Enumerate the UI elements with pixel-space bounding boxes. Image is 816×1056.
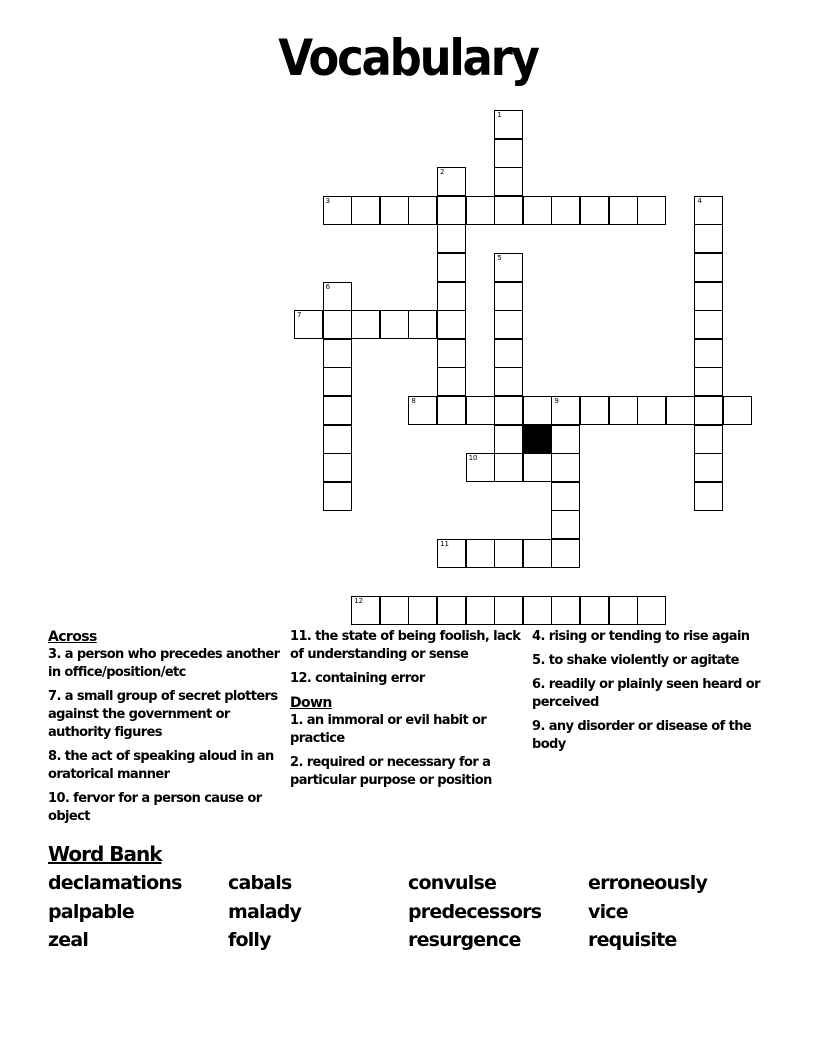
crossword-cell[interactable] [437,396,466,425]
crossword-cell[interactable] [609,196,638,225]
crossword-cell[interactable] [437,539,466,568]
clue-text: the state of being foolish, lack of understanding or sense [290,629,521,662]
crossword-cell[interactable] [466,596,495,625]
crossword-cell[interactable] [351,596,380,625]
crossword-cell[interactable] [694,367,723,396]
crossword-cell[interactable] [380,596,409,625]
crossword-cell[interactable] [551,482,580,511]
word-bank-word: resurgence [408,929,521,951]
crossword-cell[interactable] [437,167,466,196]
crossword-cell[interactable] [494,396,523,425]
crossword-cell[interactable] [609,596,638,625]
clue-down-6 [532,676,768,712]
crossword-cell[interactable] [380,310,409,339]
clue-number: 1. [290,713,303,728]
clue-text: required or necessary for a particular purpose or position [290,755,492,788]
crossword-cell[interactable] [494,453,523,482]
clue-across-7 [48,688,284,742]
cell-number: 11 [440,540,449,548]
word-bank-word: erroneously [588,872,708,894]
clue-number: 4. [532,629,545,644]
clue-number: 10. [48,791,70,806]
crossword-cell[interactable] [694,282,723,311]
clue-down-1 [290,712,526,748]
cell-number: 1 [497,111,502,119]
clue-text: any disorder or disease of the body [532,719,752,752]
crossword-cell[interactable] [694,453,723,482]
crossword-cell[interactable] [494,253,523,282]
page-title: Vocabulary [278,29,538,87]
crossword-cell[interactable] [494,196,523,225]
clue-number: 12. [290,671,312,686]
crossword-cell[interactable] [494,110,523,139]
crossword-cell[interactable] [437,596,466,625]
word-bank-word: predecessors [408,900,542,923]
clue-text: to shake violently or agitate [548,653,739,668]
crossword-cell[interactable] [351,310,380,339]
down-heading: Down [290,695,332,711]
crossword-cell[interactable] [408,596,437,625]
crossword-cell[interactable] [694,396,723,425]
crossword-cell[interactable] [637,196,666,225]
clue-down-5 [532,652,768,670]
crossword-cell[interactable] [580,596,609,625]
crossword-cell[interactable] [523,396,552,425]
crossword-cell[interactable] [580,396,609,425]
crossword-cell[interactable] [437,339,466,368]
clue-number: 9. [532,719,545,734]
clue-down-2 [290,754,526,790]
crossword-cell[interactable] [723,396,752,425]
crossword-cell[interactable] [408,396,437,425]
crossword-cell[interactable] [323,425,352,454]
cell-number: 10 [468,454,478,463]
crossword-cell[interactable] [380,196,409,225]
crossword-cell[interactable] [323,453,352,482]
crossword-cell[interactable] [494,310,523,339]
word-bank [48,872,768,958]
crossword-cell[interactable] [323,396,352,425]
clue-across-11 [290,628,526,664]
crossword-cell[interactable] [694,224,723,253]
crossword-cell[interactable] [580,196,609,225]
crossword-cell[interactable] [551,510,580,539]
crossword-cell[interactable] [408,310,437,339]
crossword-cell[interactable] [523,453,552,482]
clue-text: a person who precedes another in office/position/etc [48,647,280,680]
crossword-cell[interactable] [437,310,466,339]
clue-text: the act of speaking aloud in an oratorical manner [48,749,274,782]
clue-text: an immoral or evil habit or practice [290,713,487,746]
crossword-cell[interactable] [323,367,352,396]
crossword-cell[interactable] [694,253,723,282]
word-bank-word: convulse [408,872,497,894]
crossword-cell[interactable] [408,196,437,225]
crossword-cell[interactable] [551,425,580,454]
crossword-cell[interactable] [694,310,723,339]
clue-across-8 [48,748,284,784]
cell-number: 4 [697,196,702,205]
crossword-cell[interactable] [694,425,723,454]
clue-text: fervor for a person cause or object [48,791,262,824]
word-bank-word: palpable [48,900,134,923]
crossword-cell[interactable] [351,196,380,225]
crossword-cell[interactable] [494,367,523,396]
clue-number: 7. [48,689,61,704]
crossword-cell[interactable] [294,310,323,339]
crossword-cell[interactable] [551,396,580,425]
word-bank-word: malady [228,900,302,923]
clue-across-10 [48,790,284,826]
across-heading: Across [48,629,97,645]
crossword-cell[interactable] [523,596,552,625]
crossword-cell[interactable] [551,539,580,568]
crossword-cell[interactable] [523,196,552,225]
cell-number: 5 [497,254,502,262]
clue-text: rising or tending to rise again [548,629,750,644]
word-bank-word: folly [228,929,271,951]
clue-text: a small group of secret plotters against the government or authority figures [48,689,278,740]
crossword-cell[interactable] [694,482,723,511]
crossword-cell[interactable] [323,482,352,511]
crossword-cell[interactable] [323,339,352,368]
word-bank-word: vice [588,900,628,923]
word-bank-word: zeal [48,929,89,951]
crossword-cell[interactable] [494,539,523,568]
word-bank-word: requisite [588,929,677,951]
crossword-cell[interactable] [466,453,495,482]
clues-column-1 [48,628,284,832]
crossword-cell[interactable] [466,396,495,425]
clue-number: 11. [290,629,312,644]
crossword-cell[interactable] [523,539,552,568]
clue-number: 6. [532,677,545,692]
word-bank-word: cabals [228,872,292,894]
cell-number: 12 [354,597,364,606]
crossword-cell[interactable] [494,282,523,311]
crossword-cell[interactable] [551,596,580,625]
word-bank-word: declamations [48,872,182,894]
cell-number: 9 [554,397,559,405]
crossword-cell[interactable] [323,310,352,339]
cell-number: 2 [440,168,445,177]
crossword-cell[interactable] [494,139,523,168]
clues-column-3 [532,628,768,760]
crossword-cell[interactable] [666,396,695,425]
crossword-cell[interactable] [694,196,723,225]
clue-down-4 [532,628,768,646]
cell-number: 7 [297,311,302,320]
crossword-cell[interactable] [551,453,580,482]
crossword-cell[interactable] [637,596,666,625]
crossword-cell[interactable] [466,539,495,568]
crossword-cell[interactable] [437,367,466,396]
clues-column-2 [290,628,526,796]
clue-number: 2. [290,755,303,770]
crossword-cell[interactable] [437,253,466,282]
crossword-black-cell [523,425,552,454]
crossword-cell[interactable] [494,167,523,196]
crossword-cell[interactable] [494,596,523,625]
crossword-cell[interactable] [323,282,352,311]
clue-text: readily or plainly seen heard or perceived [532,677,760,710]
crossword-cell[interactable] [494,425,523,454]
cell-number: 8 [411,397,416,405]
crossword-cell[interactable] [466,196,495,225]
word-bank-heading: Word Bank [48,842,162,866]
clue-down-9 [532,718,768,754]
cell-number: 3 [325,196,331,205]
crossword-cell[interactable] [437,282,466,311]
clue-across-3 [48,646,284,682]
crossword-cell[interactable] [551,196,580,225]
crossword-cell[interactable] [494,339,523,368]
cell-number: 6 [325,282,331,291]
crossword-cell[interactable] [609,396,638,425]
clue-across-12 [290,670,526,688]
crossword-cell[interactable] [323,196,352,225]
clue-number: 3. [48,647,61,662]
clue-number: 8. [48,749,61,764]
crossword-cell[interactable] [637,396,666,425]
clue-text: containing error [315,671,425,686]
crossword-cell[interactable] [694,339,723,368]
clue-number: 5. [532,653,545,668]
crossword-cell[interactable] [437,196,466,225]
crossword-cell[interactable] [437,224,466,253]
